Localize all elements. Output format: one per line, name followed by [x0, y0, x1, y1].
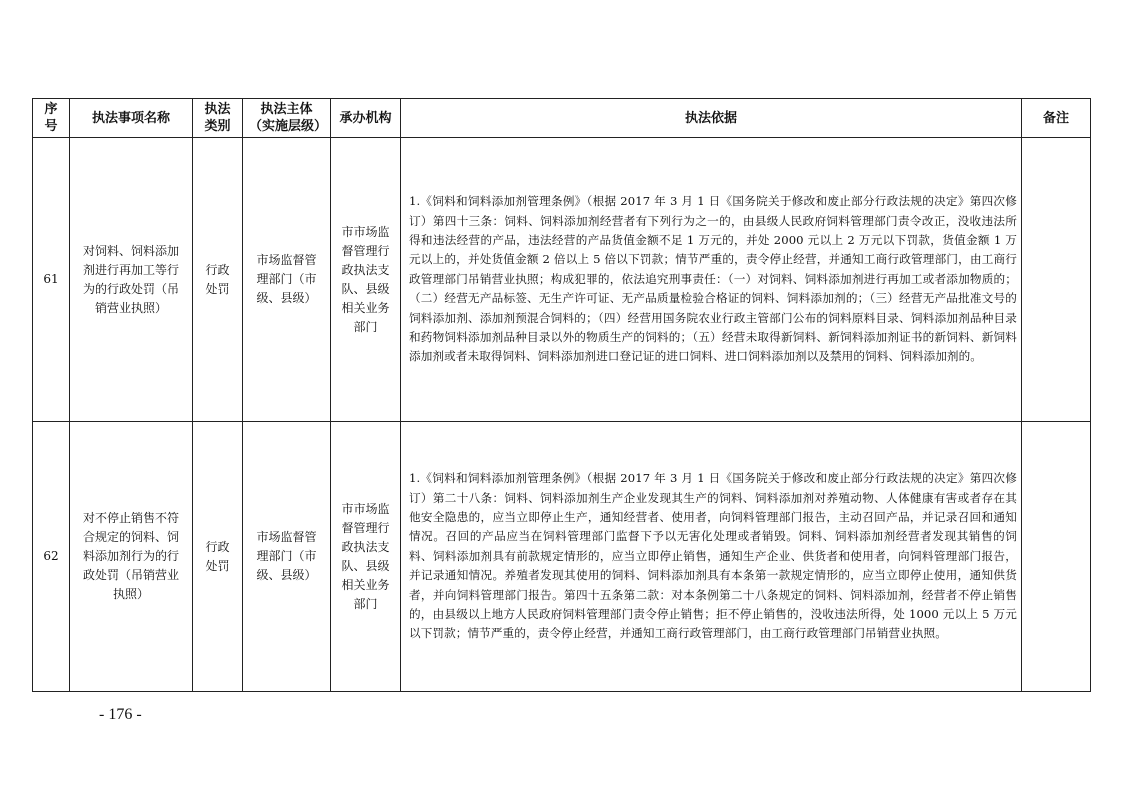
row-remark	[1022, 422, 1091, 692]
header-seq: 序号	[33, 99, 70, 138]
row-item-name	[70, 138, 193, 422]
row-subject	[243, 138, 331, 422]
row-basis	[401, 422, 1022, 692]
table-row	[33, 422, 1091, 692]
row-seq	[33, 138, 70, 422]
row-item-name	[70, 422, 193, 692]
row-agency	[331, 138, 401, 422]
row-remark	[1022, 138, 1091, 422]
row-item-name-text: 对饲料、饲料添加剂进行再加工等行为的行政处罚（吊销营业执照）	[82, 243, 179, 315]
row-subject-text: 市场监督管理部门（市级、县级）	[256, 253, 317, 305]
row-subject-text: 市场监督管理部门（市级、县级）	[256, 530, 317, 582]
row-category-text: 行政处罚	[205, 539, 230, 573]
enforcement-table	[32, 98, 1091, 692]
header-category: 执法类别	[193, 99, 243, 138]
header-agency: 承办机构	[331, 99, 401, 138]
header-item-name: 执法事项名称	[70, 99, 193, 138]
row-agency-text: 市市场监督管理行政执法支队、县级相关业务部门	[341, 224, 390, 334]
header-basis: 执法依据	[401, 99, 1022, 138]
page-number: - 176 -	[99, 706, 142, 723]
row-agency-text: 市市场监督管理行政执法支队、县级相关业务部门	[341, 501, 390, 611]
row-category-text: 行政处罚	[205, 262, 230, 296]
row-category	[193, 422, 243, 692]
row-category	[193, 138, 243, 422]
header-remark: 备注	[1022, 99, 1091, 138]
row-subject	[243, 422, 331, 692]
row-basis	[401, 138, 1022, 422]
header-subject: 执法主体（实施层级）	[243, 99, 331, 138]
row-seq-text: 61	[43, 272, 59, 286]
table-row	[33, 138, 1091, 422]
row-basis-text: 1.《饲料和饲料添加剂管理条例》（根据 2017 年 3 月 1 日《国务院关于修改和废止部分行政法规的决定》第四次修订）第四十三条：饲料、饲料添加剂经营者有下列行为之一的，由县级人民政府饲料管理部门责令改正，没收违法所得和违法经营的产品，违法经营的产品货值金额不足 1 万元的，并处 2000 元以上 2 万元以下罚款，货值金额 1 万元以上的，并处货值金额 2 倍以上 5 倍以下罚款；情节严重的，责令停止经营，并通知工商行政管理部门，由工商行政管理部门吊销营业执照；构成犯罪的，依法追究刑事责任：（一）对饲料、饲料添加剂进行再加工或者添加物质的；（二）经营无产品标签、无生产许可证、无产品质量检验合格证的饲料、饲料添加剂的；（三）经营无产品批准文号的饲料添加剂、添加剂预混合饲料的；（四）经营用国务院农业行政主管部门公布的饲料原料目录、饲料添加剂品种目录和药物饲料添加剂品种目录以外的物质生产的饲料的；（五）经营未取得新饲料、新饲料添加剂证书的新饲料、新饲料添加剂或者未取得饲料、饲料添加剂进口登记证的进口饲料、进口饲料添加剂以及禁用的饲料、饲料添加剂的。	[409, 194, 1017, 364]
row-seq-text: 62	[43, 549, 59, 563]
table-header-row	[33, 99, 1091, 138]
row-agency	[331, 422, 401, 692]
row-seq	[33, 422, 70, 692]
row-basis-text: 1.《饲料和饲料添加剂管理条例》（根据 2017 年 3 月 1 日《国务院关于修改和废止部分行政法规的决定》第四次修订）第二十八条：饲料、饲料添加剂生产企业发现其生产的饲料、饲料添加剂对养殖动物、人体健康有害或者存在其他安全隐患的，应当立即停止生产，通知经营者、使用者，向饲料管理部门报告，主动召回产品，并记录召回和通知情况。召回的产品应当在饲料管理部门监督下予以无害化处理或者销毁。饲料、饲料添加剂经营者发现其销售的饲料、饲料添加剂具有前款规定情形的，应当立即停止销售，通知生产企业、供货者和使用者，向饲料管理部门报告，并记录通知情况。养殖者发现其使用的饲料、饲料添加剂具有本条第一款规定情形的，应当立即停止使用，通知供货者，并向饲料管理部门报告。第四十五条第二款：对本条例第二十八条规定的饲料、饲料添加剂，经营者不停止销售的，由县级以上地方人民政府饲料管理部门责令停止销售；拒不停止销售的，没收违法所得，处 1000 元以上 5 万元以下罚款；情节严重的，责令停止经营，并通知工商行政管理部门，由工商行政管理部门吊销营业执照。	[409, 471, 1017, 641]
row-item-name-text: 对不停止销售不符合规定的饲料、饲料添加剂行为的行政处罚（吊销营业执照）	[82, 511, 179, 601]
